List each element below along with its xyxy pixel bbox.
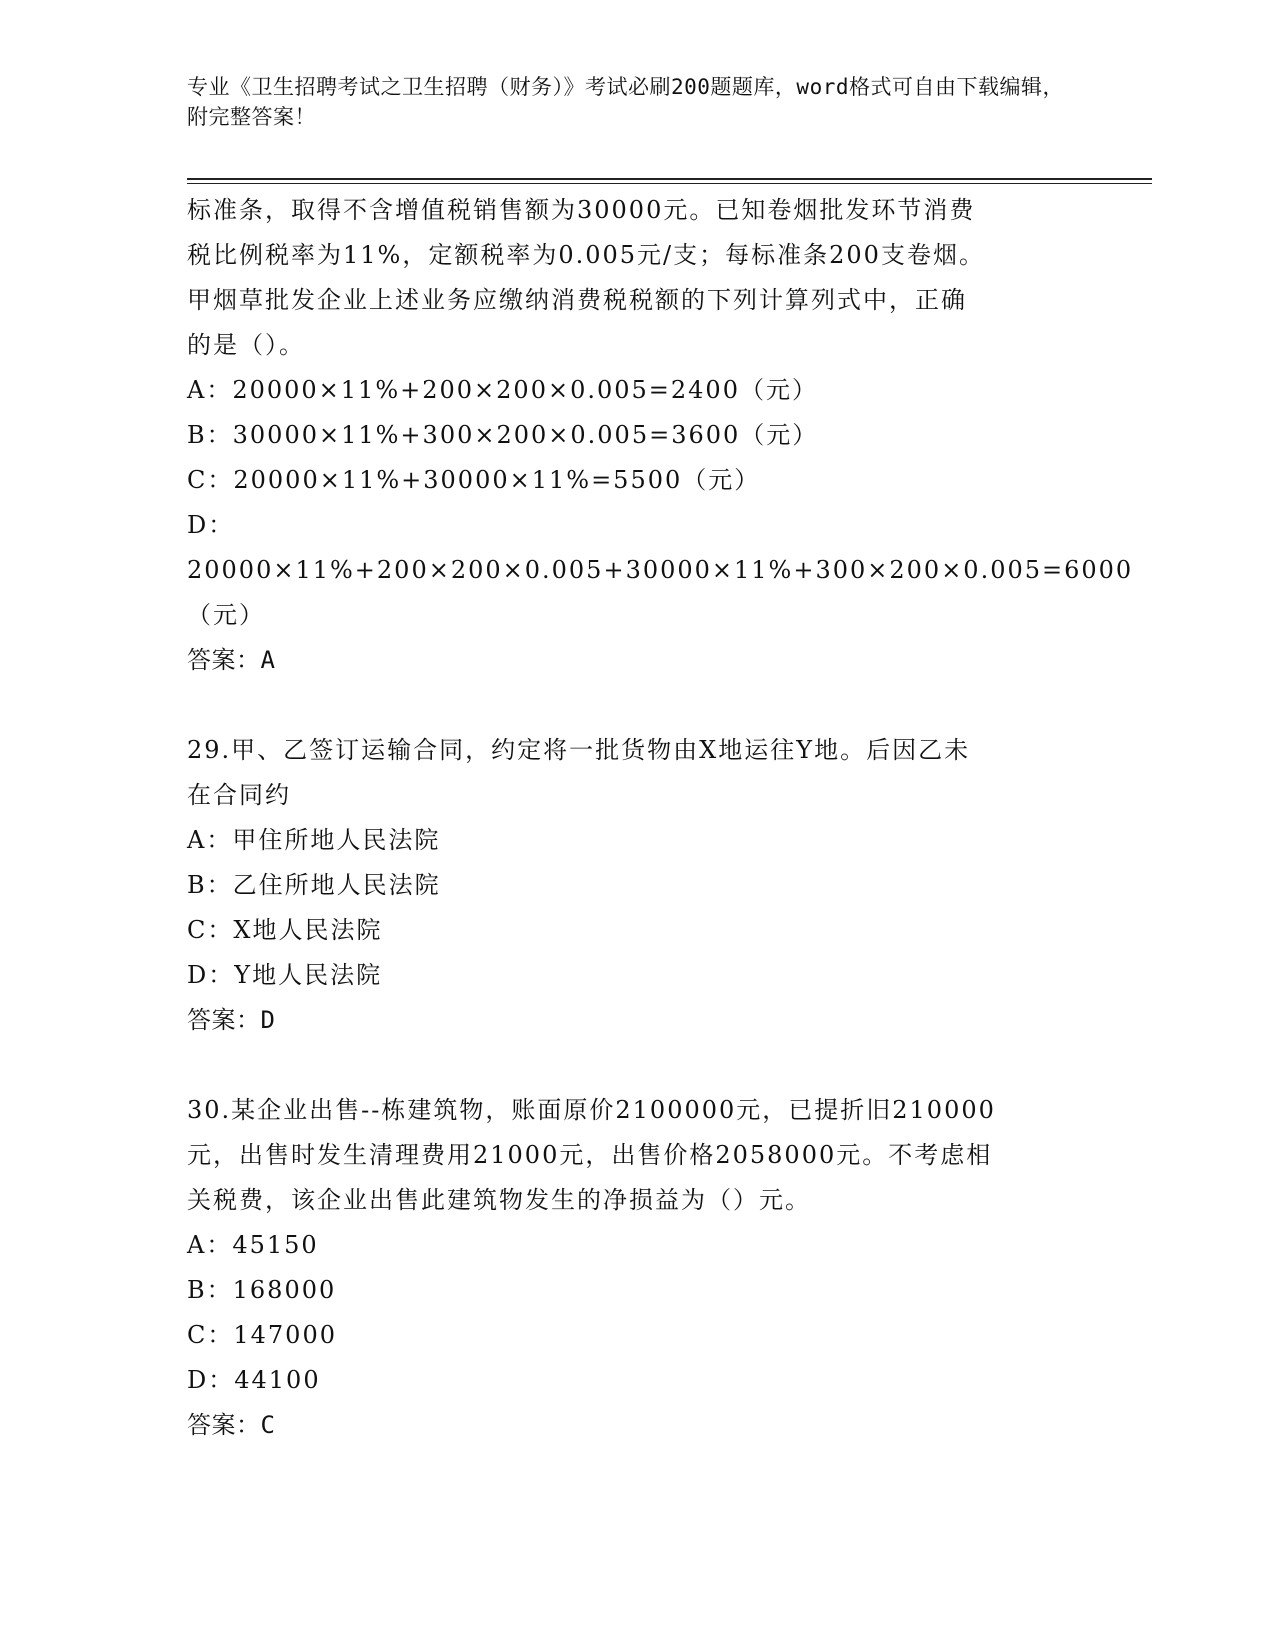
question-spacer bbox=[187, 1043, 1077, 1088]
option-a: A：甲住所地人民法院 bbox=[187, 826, 441, 854]
answer-line: 答案：C bbox=[187, 1411, 276, 1439]
option-b: B：乙住所地人民法院 bbox=[187, 871, 441, 899]
option-b: B：168000 bbox=[187, 1276, 337, 1304]
question-spacer bbox=[187, 683, 1077, 728]
question-30 bbox=[187, 1088, 1077, 1448]
question-stem-line: 在合同约 bbox=[187, 781, 291, 809]
option-d: D：20000×11%+200×200×0.005+30000×11%+300×200×0.005=6000 bbox=[187, 511, 1134, 584]
question-stem-line: 元，出售时发生清理费用21000元，出售价格2058000元。不考虑相 bbox=[187, 1141, 993, 1169]
option-a: A：20000×11%+200×200×0.005=2400（元） bbox=[187, 376, 818, 404]
option-d-continued: （元） bbox=[187, 601, 265, 629]
answer-line: 答案：D bbox=[187, 1006, 276, 1034]
page-header bbox=[187, 72, 1067, 132]
question-stem-line: 关税费，该企业出售此建筑物发生的净损益为（）元。 bbox=[187, 1186, 811, 1214]
question-stem-line: 的是（）。 bbox=[187, 331, 305, 359]
question-29 bbox=[187, 728, 1077, 1043]
question-stem-line: 30.某企业出售--栋建筑物，账面原价2100000元，已提折旧210000 bbox=[187, 1096, 996, 1124]
question-28 bbox=[187, 188, 1134, 683]
question-stem-line: 标准条，取得不含增值税销售额为30000元。已知卷烟批发环节消费 bbox=[187, 196, 976, 224]
option-d: D：Y地人民法院 bbox=[187, 961, 383, 989]
option-b: B：30000×11%+300×200×0.005=3600（元） bbox=[187, 421, 819, 449]
option-c: C：147000 bbox=[187, 1321, 337, 1349]
header-divider-thick bbox=[187, 178, 1152, 180]
option-a: A：45150 bbox=[187, 1231, 319, 1259]
header-title: 专业《卫生招聘考试之卫生招聘（财务）》考试必刷200题题库，word格式可自由下载编辑，附完整答案！ bbox=[187, 75, 1064, 129]
question-stem-line: 税比例税率为11%，定额税率为0.005元/支；每标准条200支卷烟。 bbox=[187, 241, 985, 269]
option-c: C：X地人民法院 bbox=[187, 916, 383, 944]
question-stem-line: 29.甲、乙签订运输合同，约定将一批货物由X地运往Y地。后因乙未 bbox=[187, 736, 971, 764]
question-stem-line: 甲烟草批发企业上述业务应缴纳消费税税额的下列计算列式中，正确 bbox=[187, 286, 967, 314]
option-d: D：44100 bbox=[187, 1366, 321, 1394]
header-divider-thin bbox=[187, 183, 1152, 184]
option-c: C：20000×11%+30000×11%=5500（元） bbox=[187, 466, 761, 494]
answer-line: 答案：A bbox=[187, 646, 276, 674]
document-body bbox=[187, 188, 1134, 1448]
